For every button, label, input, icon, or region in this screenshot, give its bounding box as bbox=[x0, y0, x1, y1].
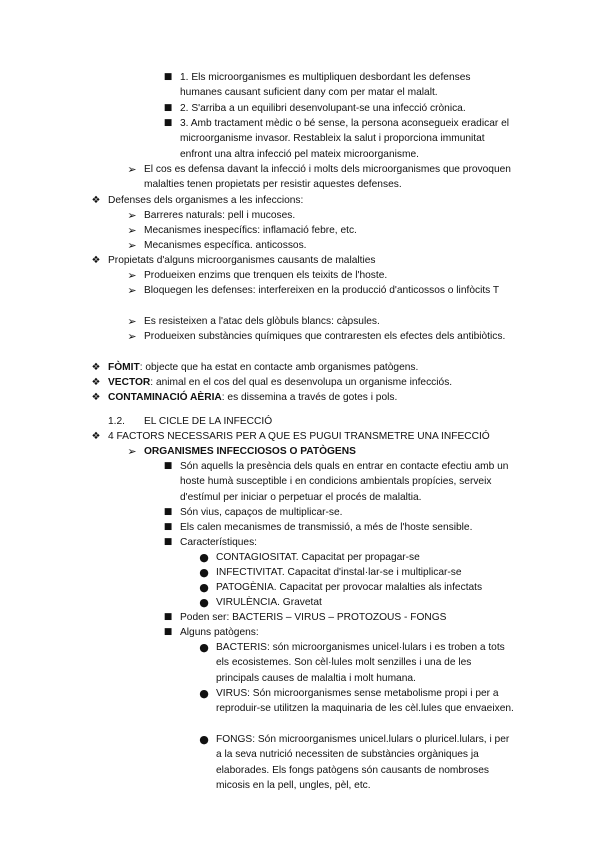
section-title: EL CICLE DE LA INFECCIÓ bbox=[144, 416, 273, 427]
arrow-bullet-icon: ➢ bbox=[127, 209, 137, 222]
property-item-1: ➢ Produeixen enzims que trenquen els teixits de l'hoste. bbox=[124, 268, 514, 283]
organism-item-3: ■ Els calen mecanismes de transmissió, a més de l'hoste sensible. bbox=[160, 520, 512, 535]
definition-term: FÒMIT bbox=[108, 362, 140, 373]
arrow-bullet-icon: ➢ bbox=[127, 269, 137, 282]
arrow-bullet-icon: ➢ bbox=[127, 315, 137, 328]
dot-bullet-icon: ● bbox=[199, 641, 209, 654]
some-pathogens-item: ■ Alguns patògens: bbox=[160, 625, 512, 640]
square-bullet-icon: ■ bbox=[163, 612, 173, 622]
outcome-text: 2. S'arriba a un equilibri desenvolupant-se una infecció crònica. bbox=[180, 103, 466, 114]
defense-item-3: ➢ Mecanismes específica. anticossos. bbox=[124, 238, 514, 253]
property-item-2: ➢ Bloquegen les defenses: interfereixen en la producció d'anticossos o linfòcits T bbox=[124, 283, 514, 298]
square-bullet-icon: ■ bbox=[163, 103, 173, 113]
square-bullet-icon: ■ bbox=[163, 118, 173, 128]
arrow-bullet-icon: ➢ bbox=[127, 239, 137, 252]
arrow-bullet-icon: ➢ bbox=[127, 224, 137, 237]
arrow-bullet-icon: ➢ bbox=[127, 445, 137, 458]
definition-term: CONTAMINACIÓ AÈRIA bbox=[108, 392, 222, 403]
outcome-item-3 bbox=[160, 116, 512, 162]
organism-item-1: ■ Són aquells la presència dels quals en entrar en contacte efectiu amb un hoste humà susceptible i en condicions ambientals propícies, serveix d'estímul per iniciar o perpetuar el procés de malaltia. bbox=[160, 459, 512, 505]
pathogen-item-virus: ● VIRUS: Són microorganismes sense metabolisme propi i per a reproduir-se utilitzen la maquinaria de les cèl.lules que envaeixen. bbox=[196, 686, 516, 717]
diamond-bullet-icon: ❖ bbox=[91, 392, 101, 403]
square-bullet-icon: ■ bbox=[163, 507, 173, 517]
definition-contaminacio bbox=[88, 390, 518, 405]
pathogen-item-fongs: ● FONGS: Són microorganismes unicel.lulars o pluricel.lulars, i per a la seva nutrició necessiten de substàncies orgàniques ja elaborades. Els fongs patògens són causants de nombroses micosis en la pell, ungles, pèl, etc. bbox=[196, 732, 516, 794]
section-heading bbox=[108, 414, 508, 429]
dot-bullet-icon: ● bbox=[199, 733, 209, 746]
diamond-bullet-icon: ❖ bbox=[91, 377, 101, 388]
arrow-bullet-icon: ➢ bbox=[127, 330, 137, 343]
outcome-item-1 bbox=[160, 70, 512, 101]
can-be-item: ■ Poden ser: BACTERIS – VIRUS – PROTOZOUS - FONGS bbox=[160, 610, 512, 625]
diamond-bullet-icon: ❖ bbox=[91, 255, 101, 266]
characteristic-item-4: ● VIRULÈNCIA. Gravetat bbox=[196, 595, 516, 610]
property-item-4: ➢ Produeixen substàncies químiques que contraresten els efectes dels antibiòtics. bbox=[124, 329, 514, 344]
organisms-heading: ➢ ORGANISMES INFECCIOSOS O PATÒGENS bbox=[124, 444, 514, 459]
outcome-text: 1. Els microorganismes es multipliquen desbordant les defenses humanes causant suficient dany com per matar el malalt. bbox=[180, 72, 471, 99]
outcome-item-2 bbox=[160, 101, 512, 116]
arrow-bullet-icon: ➢ bbox=[127, 163, 137, 176]
body-defense-text: El cos es defensa davant la infecció i molts dels microorganismes que provoquen malalties tenen propietats per resistir aquestes defenses. bbox=[144, 164, 511, 191]
dot-bullet-icon: ● bbox=[199, 551, 209, 564]
dot-bullet-icon: ● bbox=[199, 687, 209, 700]
body-defense-item bbox=[124, 162, 514, 193]
characteristic-item-1: ● CONTAGIOSITAT. Capacitat per propagar-se bbox=[196, 550, 516, 565]
defense-item-1: ➢ Barreres naturals: pell i mucoses. bbox=[124, 208, 514, 223]
organism-item-4: ■ Característiques: bbox=[160, 535, 512, 550]
arrow-bullet-icon: ➢ bbox=[127, 284, 137, 297]
outcome-text: 3. Amb tractament mèdic o bé sense, la persona aconsegueix eradicar el microorganisme invasor. Restableix la salut i proporciona immunitat enfront una altra infecció pel mateix microorganisme. bbox=[180, 118, 510, 160]
diamond-bullet-icon: ❖ bbox=[91, 362, 101, 373]
definition-text: : animal en el cos del qual es desenvolupa un organisme infecciós. bbox=[150, 377, 453, 388]
section-number: 1.2. bbox=[108, 416, 125, 427]
factors-title: ❖ 4 FACTORS NECESSARIS PER A QUE ES PUGUI TRANSMETRE UNA INFECCIÓ bbox=[88, 429, 528, 444]
property-item-3: ➢ Es resisteixen a l'atac dels glòbuls blancs: càpsules. bbox=[124, 314, 514, 329]
characteristic-item-3: ● PATOGÈNIA. Capacitat per provocar malalties als infectats bbox=[196, 580, 516, 595]
pathogen-item-bacteris: ● BACTERIS: són microorganismes unicel·lulars i es troben a tots els ecosistemes. Son cèl·lules molt senzilles i una de les principals causes de malaltia i molt humana. bbox=[196, 640, 516, 686]
definition-fomit bbox=[88, 360, 518, 375]
defenses-title: ❖ Defenses dels organismes a les infeccions: bbox=[88, 193, 518, 208]
square-bullet-icon: ■ bbox=[163, 627, 173, 637]
definition-vector bbox=[88, 375, 518, 390]
definition-text: : objecte que ha estat en contacte amb organismes patògens. bbox=[139, 362, 419, 373]
square-bullet-icon: ■ bbox=[163, 72, 173, 82]
organism-item-2: ■ Són vius, capaços de multiplicar-se. bbox=[160, 505, 512, 520]
properties-title: ❖ Propietats d'alguns microorganismes causants de malalties bbox=[88, 253, 518, 268]
square-bullet-icon: ■ bbox=[163, 522, 173, 532]
defense-item-2: ➢ Mecanismes inespecífics: inflamació febre, etc. bbox=[124, 223, 514, 238]
characteristic-item-2: ● INFECTIVITAT. Capacitat d'instal·lar-se i multiplicar-se bbox=[196, 565, 516, 580]
definition-term: VECTOR bbox=[108, 377, 151, 388]
diamond-bullet-icon: ❖ bbox=[91, 195, 101, 206]
diamond-bullet-icon: ❖ bbox=[91, 431, 101, 442]
square-bullet-icon: ■ bbox=[163, 537, 173, 547]
square-bullet-icon: ■ bbox=[163, 461, 173, 471]
dot-bullet-icon: ● bbox=[199, 566, 209, 579]
definition-text: : es dissemina a través de gotes i pols. bbox=[221, 392, 398, 403]
dot-bullet-icon: ● bbox=[199, 596, 209, 609]
dot-bullet-icon: ● bbox=[199, 581, 209, 594]
